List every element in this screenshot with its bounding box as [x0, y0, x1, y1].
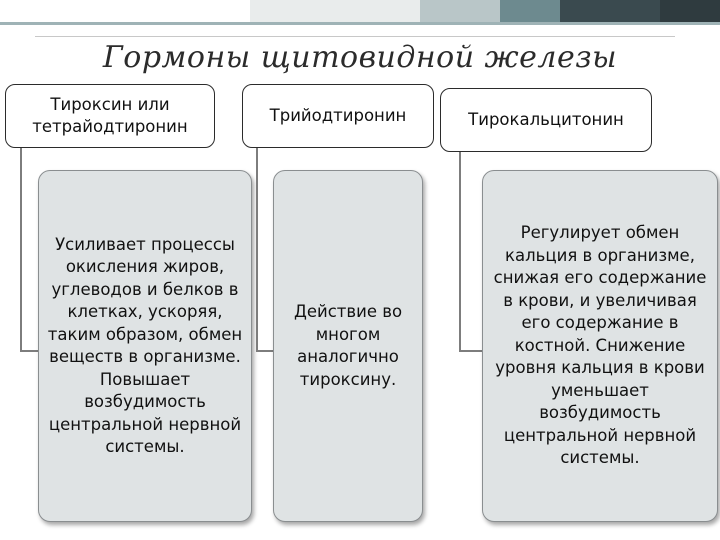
- connector-1-tick: [20, 350, 40, 352]
- connector-3: [459, 152, 461, 350]
- column-1-header: Тироксин или тетрайодтиронин: [5, 84, 215, 148]
- title-underline: [35, 36, 675, 37]
- column-1-description: Усиливает процессы окисления жиров, углеводов и белков в клетках, ускоряя, таким образом, обмен веществ в организме. Повышает возбудимость центральной нервной системы.: [38, 170, 252, 522]
- connector-1: [20, 148, 22, 350]
- page-title: Гормоны щитовидной железы: [102, 40, 618, 75]
- top-decoration-bar: [0, 0, 720, 22]
- column-3-header: Тирокальцитонин: [440, 88, 652, 152]
- connector-3-tick: [459, 350, 483, 352]
- column-2-description: Действие во многом аналогично тироксину.: [273, 170, 423, 522]
- column-3-description: Регулирует обмен кальция в организме, снижая его содержание в крови, и увеличивая его содержание в костной. Снижение уровня кальция в крови уменьшает возбудимость центральной нервной системы.: [482, 170, 718, 522]
- column-2-header: Трийодтиронин: [242, 84, 434, 148]
- connector-2: [256, 148, 258, 350]
